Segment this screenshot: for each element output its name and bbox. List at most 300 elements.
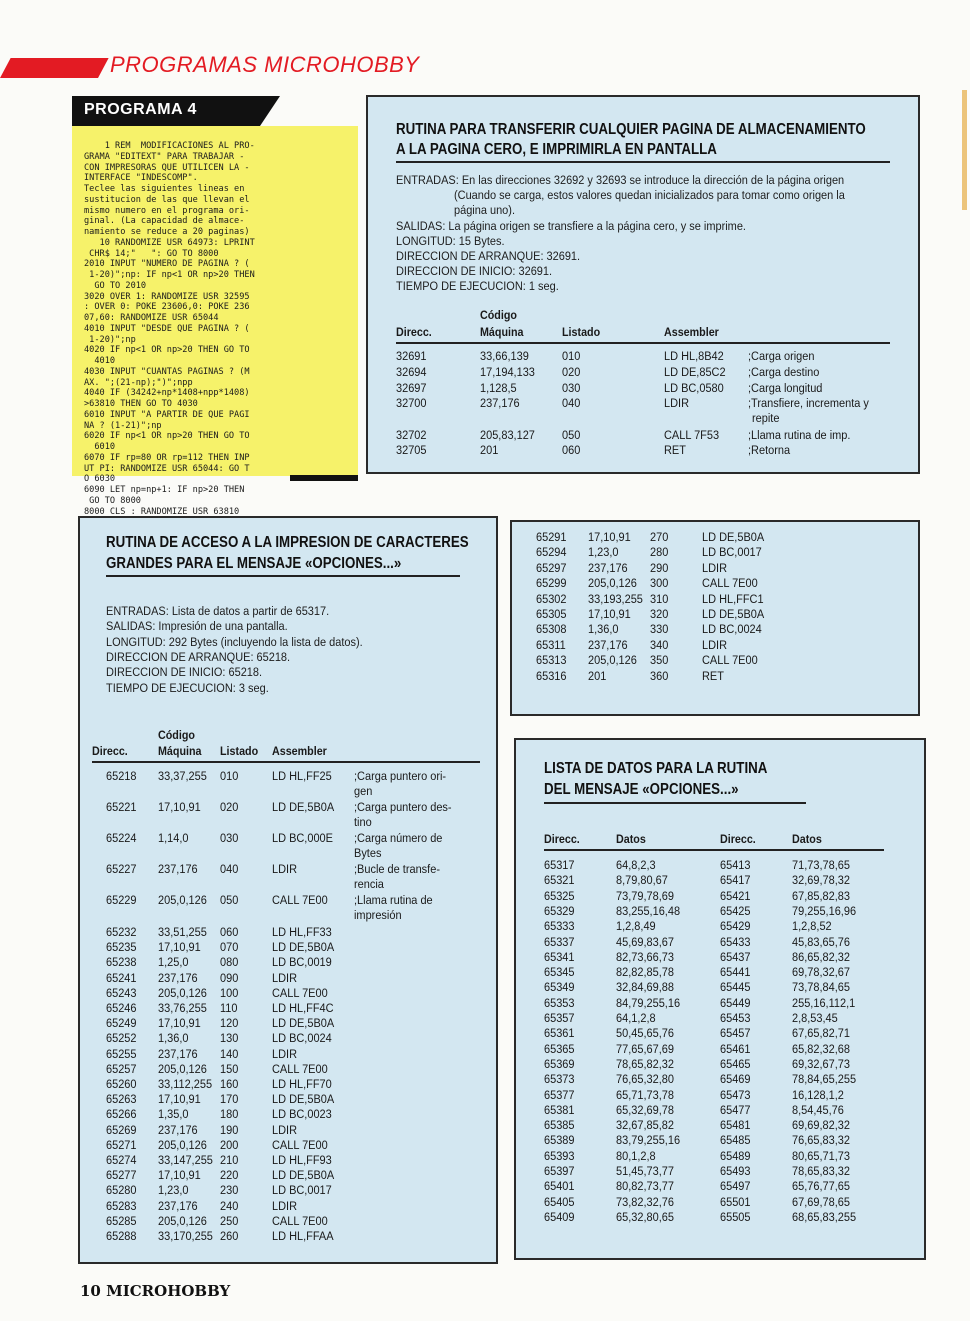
- routine-transfer-title-l1: RUTINA PARA TRANSFERIR CUALQUIER PAGINA DE ALMACENAMIENTO: [396, 121, 866, 138]
- row-listado: 350: [650, 653, 669, 668]
- row-assembler: LD DE,5B0A: [272, 940, 335, 955]
- listing-line: 4010 INPUT "DESDE QUE PAGINA ? (: [84, 323, 250, 334]
- row-direccion: 65266: [106, 1107, 137, 1122]
- data-direccion: 65377: [544, 1087, 575, 1102]
- data-direccion: 65345: [544, 965, 575, 980]
- data-list-title-l1: LISTA DE DATOS PARA LA RUTINA: [544, 760, 768, 777]
- row-maquina: 237,176: [588, 560, 628, 575]
- data-values: 83,79,255,16: [616, 1133, 681, 1148]
- description-line: TIEMPO DE EJECUCION: 1 seg.: [396, 279, 559, 294]
- row-direccion: 65271: [106, 1137, 137, 1152]
- data-values: 45,83,65,76: [792, 934, 850, 949]
- data-direccion: 65457: [720, 1026, 751, 1041]
- data-values: 73,78,84,65: [792, 980, 850, 995]
- row-direccion: 65232: [106, 925, 137, 939]
- data-values: 255,16,112,1: [792, 995, 856, 1010]
- row-maquina: 1,128,5: [480, 381, 517, 395]
- data-direccion: 65489: [720, 1148, 751, 1163]
- row-direccion: 65308: [536, 622, 567, 637]
- data-direccion: 65473: [720, 1087, 751, 1102]
- row-direccion: 65294: [536, 545, 567, 560]
- row-assembler: LDIR: [272, 862, 298, 876]
- header-rule: [396, 342, 890, 344]
- listing-line: 4020 IF np<1 OR np>20 THEN GO TO: [84, 345, 250, 356]
- routine-print-box: [78, 516, 498, 1264]
- row-listado: 130: [220, 1031, 239, 1046]
- row-assembler: CALL 7E00: [272, 1137, 328, 1152]
- row-assembler: LD DE,85C2: [664, 365, 726, 379]
- row-direccion: 65241: [106, 970, 137, 985]
- listing-line: 8000 CLS : RANDOMIZE USR 63810: [84, 506, 240, 517]
- data-values: 69,69,82,32: [792, 1118, 850, 1133]
- listing-line: GO TO 8000: [84, 495, 141, 506]
- row-direccion: 65227: [106, 862, 137, 876]
- row-direccion: 65299: [536, 576, 567, 591]
- row-maquina: 33,66,139: [480, 349, 529, 363]
- data-direccion: 65317: [544, 858, 575, 872]
- listing-line: mismo numero en el programa ori-: [84, 205, 250, 216]
- data-list-box: [514, 738, 926, 1260]
- listing-line: 6010 INPUT "A PARTIR DE QUE PAGI: [84, 409, 250, 420]
- row-direccion: 65257: [106, 1061, 137, 1076]
- row-assembler: LDIR: [702, 560, 728, 575]
- data-direccion: 65413: [720, 858, 751, 872]
- header-listado: Listado: [220, 744, 259, 758]
- listing-line: 3020 OVER 1: RANDOMIZE USR 32595: [84, 291, 250, 302]
- row-direccion: 65285: [106, 1213, 137, 1228]
- row-maquina: 33,51,255: [158, 925, 207, 939]
- data-direccion: 65405: [544, 1194, 575, 1209]
- row-listado: 360: [650, 668, 669, 683]
- row-assembler: LD HL,FF25: [272, 769, 332, 783]
- row-listado: 300: [650, 576, 669, 591]
- row-direccion: 65311: [536, 637, 566, 652]
- row-maquina: 205,0,126: [588, 576, 637, 591]
- row-assembler: LD DE,5B0A: [702, 607, 765, 621]
- data-values: 2,8,53,45: [792, 1011, 838, 1025]
- row-direccion: 65269: [106, 1122, 137, 1137]
- listing-line: O 6030: [84, 474, 116, 485]
- data-direccion: 65477: [720, 1102, 751, 1117]
- data-direccion: 65441: [720, 965, 751, 980]
- data-values: 32,67,85,82: [616, 1118, 674, 1133]
- row-comment: ;Carga destino: [748, 365, 820, 379]
- data-values: 86,65,82,32: [792, 949, 850, 964]
- row-listado: 230: [220, 1183, 239, 1198]
- row-maquina: 1,36,0: [158, 1031, 189, 1046]
- data-values: 73,79,78,69: [616, 888, 674, 903]
- data-direccion: 65461: [720, 1041, 751, 1056]
- description-line: (Cuando se carga, estos valores quedan inicializados para tomar como origen la: [454, 188, 845, 203]
- description-line: DIRECCION DE INICIO: 65218.: [106, 665, 263, 680]
- data-values: 51,45,73,77: [616, 1164, 674, 1178]
- row-direccion: 65313: [536, 653, 567, 668]
- row-direccion: 65252: [106, 1031, 137, 1046]
- row-direccion: 32691: [396, 349, 427, 363]
- data-values: 65,32,80,65: [616, 1209, 674, 1224]
- listing-line: namiento se reduce a 20 paginas): [84, 227, 250, 237]
- data-values: 69,78,32,67: [792, 965, 850, 980]
- row-direccion: 65280: [106, 1183, 137, 1198]
- data-values: 80,1,2,8: [616, 1148, 656, 1163]
- listing-line: CON IMPRESORAS QUE UTILICEN LA -: [84, 162, 250, 173]
- data-direccion: 65409: [544, 1209, 575, 1224]
- row-assembler: CALL 7E00: [272, 1061, 328, 1076]
- data-direccion: 65421: [720, 888, 751, 903]
- routine-print-title-l2: GRANDES PARA EL MENSAJE «OPCIONES...»: [106, 555, 402, 572]
- row-assembler: LD HL,FF70: [272, 1077, 332, 1091]
- row-listado: 280: [650, 545, 669, 560]
- row-assembler: LD BC,0023: [272, 1107, 332, 1122]
- row-assembler: LD BC,0017: [702, 545, 762, 560]
- data-direccion: 65365: [544, 1041, 575, 1056]
- listing-line: 4040 IF (34242+np*1408+npp*1408): [84, 388, 250, 399]
- row-listado: 040: [562, 396, 581, 410]
- row-direccion: 65221: [106, 800, 137, 814]
- row-comment-cont: repite: [752, 411, 780, 425]
- description-line: ENTRADAS: En las direcciones 32692 y 32693 se introduce la dirección de la página origen: [396, 173, 845, 187]
- row-listado: 160: [220, 1077, 239, 1091]
- row-maquina: 33,193,255: [588, 591, 643, 606]
- data-direccion: 65381: [544, 1102, 575, 1117]
- row-comment: ;Carga origen: [748, 349, 815, 363]
- row-listado: 030: [220, 831, 239, 845]
- description-line: LONGITUD: 292 Bytes (incluyendo la lista de datos).: [106, 634, 363, 649]
- routine-transfer-box: [366, 95, 920, 474]
- header-datos-right: Datos: [792, 832, 822, 846]
- data-values: 67,85,82,83: [792, 888, 850, 903]
- listing-line: 4010: [84, 356, 116, 366]
- row-maquina: 1,35,0: [158, 1107, 189, 1122]
- row-comment: ;Carga número de: [354, 831, 443, 845]
- listing-line: 6070 IF rp=80 OR rp=112 THEN INP: [84, 452, 250, 463]
- listing-line: 1-20)";np: [84, 334, 136, 345]
- row-listado: 070: [220, 940, 239, 955]
- description-line: SALIDAS: Impresión de una pantalla.: [106, 619, 288, 634]
- row-direccion: 65229: [106, 893, 137, 907]
- row-comment: ;Llama rutina de imp.: [748, 428, 851, 442]
- page-header-title: PROGRAMAS MICROHOBBY: [110, 52, 420, 77]
- routine-continuation-box: [510, 520, 920, 716]
- description-line: ENTRADAS: Lista de datos a partir de 65317.: [106, 604, 330, 618]
- row-direccion: 65255: [106, 1046, 137, 1061]
- data-values: 82,73,66,73: [616, 949, 674, 964]
- row-direccion: 65274: [106, 1153, 137, 1167]
- row-direccion: 65238: [106, 955, 137, 970]
- data-values: 65,32,69,78: [616, 1102, 674, 1117]
- row-comment-cont: tino: [354, 815, 372, 829]
- data-values: 8,79,80,67: [616, 873, 668, 888]
- row-listado: 110: [220, 1001, 238, 1015]
- row-assembler: RET: [664, 443, 686, 457]
- row-assembler: LD BC,0580: [664, 381, 724, 395]
- data-direccion: 65429: [720, 919, 751, 934]
- data-direccion: 65485: [720, 1133, 751, 1148]
- data-direccion: 65493: [720, 1164, 751, 1178]
- data-values: 16,128,1,2: [792, 1087, 844, 1102]
- data-values: 65,76,77,65: [792, 1179, 850, 1194]
- description-line: DIRECCION DE ARRANQUE: 65218.: [106, 649, 291, 664]
- data-direccion: 65385: [544, 1118, 575, 1133]
- data-direccion: 65481: [720, 1118, 751, 1133]
- data-values: 65,82,32,68: [792, 1041, 850, 1056]
- row-maquina: 205,0,126: [158, 1061, 207, 1076]
- row-listado: 050: [220, 893, 239, 907]
- header-codigo: Código: [158, 728, 195, 742]
- header-listado: Listado: [562, 325, 601, 339]
- row-assembler: LD BC,0024: [702, 622, 762, 637]
- listing-line: CHR$ 14;" ": GO TO 8000: [84, 248, 219, 259]
- title-rule: [396, 161, 890, 163]
- row-maquina: 33,37,255: [158, 769, 207, 783]
- data-values: 76,65,83,32: [792, 1133, 850, 1148]
- row-direccion: 32700: [396, 396, 427, 410]
- row-assembler: LD DE,5B0A: [272, 1016, 335, 1031]
- header-direcc-left: Direcc.: [544, 832, 580, 846]
- row-comment-cont: rencia: [354, 877, 384, 891]
- row-direccion: 65288: [106, 1229, 137, 1243]
- row-maquina: 1,23,0: [588, 545, 619, 560]
- header-direcc: Direcc.: [396, 325, 432, 339]
- row-direccion: 65277: [106, 1168, 137, 1183]
- row-direccion: 65316: [536, 668, 567, 683]
- row-maquina: 17,10,91: [158, 1092, 201, 1107]
- row-comment-cont: gen: [354, 784, 373, 798]
- row-listado: 180: [220, 1107, 239, 1122]
- row-direccion: 32702: [396, 428, 427, 442]
- row-maquina: 237,176: [158, 1198, 198, 1213]
- row-assembler: LD BC,000E: [272, 831, 333, 845]
- row-maquina: 33,76,255: [158, 1001, 207, 1015]
- listing-line: GO TO 2010: [84, 280, 147, 291]
- data-values: 77,65,67,69: [616, 1041, 674, 1056]
- row-maquina: 17,10,91: [588, 530, 631, 544]
- row-listado: 050: [562, 428, 581, 442]
- listing-line: >63810 THEN GO TO 4030: [84, 399, 198, 409]
- row-listado: 190: [220, 1122, 239, 1137]
- header-direcc-right: Direcc.: [720, 832, 756, 846]
- row-assembler: LDIR: [272, 970, 298, 985]
- listing-line: 10 RANDOMIZE USR 64973: LPRINT: [84, 237, 255, 248]
- listing-line: : OVER 0: POKE 23606,0: POKE 236: [84, 302, 250, 313]
- header-datos-left: Datos: [616, 832, 646, 846]
- data-values: 68,65,83,255: [792, 1209, 857, 1224]
- row-listado: 090: [220, 970, 239, 985]
- row-listado: 250: [220, 1213, 239, 1228]
- row-direccion: 65249: [106, 1016, 137, 1031]
- header-rule: [544, 849, 884, 851]
- row-direccion: 32694: [396, 365, 427, 379]
- row-direccion: 65260: [106, 1077, 137, 1091]
- listing-line: 6010: [84, 442, 116, 452]
- data-values: 64,1,2,8: [616, 1011, 656, 1025]
- data-direccion: 65425: [720, 903, 751, 918]
- row-assembler: LD BC,0017: [272, 1183, 332, 1198]
- listing-line: 6090 LET np=np+1: IF np>20 THEN: [84, 485, 245, 495]
- row-assembler: LD HL,FF4C: [272, 1001, 334, 1015]
- listing-line: sustitucion de las que llevan el: [84, 194, 250, 205]
- row-comment: ;Carga puntero ori-: [354, 769, 447, 783]
- data-values: 64,8,2,3: [616, 858, 656, 872]
- listing-bottom-bar: [290, 475, 358, 481]
- listing-line: NA ? (1-21)";np: [84, 420, 162, 431]
- row-comment: ;Transfiere, incrementa y: [748, 396, 869, 410]
- routine-transfer-title-l2: A LA PAGINA CERO, E IMPRIMIRLA EN PANTALLA: [396, 141, 717, 158]
- row-maquina: 237,176: [480, 396, 520, 410]
- row-maquina: 237,176: [588, 637, 628, 652]
- header-direcc: Direcc.: [92, 744, 128, 758]
- row-direccion: 65302: [536, 591, 567, 606]
- data-direccion: 65361: [544, 1026, 575, 1041]
- data-direccion: 65417: [720, 873, 751, 888]
- row-listado: 150: [220, 1061, 239, 1076]
- data-values: 79,255,16,96: [792, 903, 857, 918]
- row-assembler: CALL 7E00: [702, 576, 758, 591]
- row-listado: 210: [220, 1153, 239, 1167]
- data-direccion: 65453: [720, 1011, 751, 1025]
- listing-line: INTERFACE "INDESCOMP".: [84, 173, 198, 184]
- row-assembler: LD HL,FF93: [272, 1153, 332, 1167]
- row-comment: ;Llama rutina de: [354, 893, 433, 907]
- routine-print-title-l1: RUTINA DE ACCESO A LA IMPRESION DE CARACTERES: [106, 534, 469, 551]
- row-direccion: 65218: [106, 769, 137, 783]
- page-footer: 10 MICROHOBBY: [80, 1282, 231, 1300]
- data-values: 50,45,65,76: [616, 1026, 674, 1041]
- data-values: 73,82,32,76: [616, 1194, 674, 1209]
- data-direccion: 65373: [544, 1072, 575, 1087]
- description-line: LONGITUD: 15 Bytes.: [396, 233, 505, 248]
- data-direccion: 65465: [720, 1056, 751, 1071]
- data-direccion: 65369: [544, 1056, 575, 1071]
- row-assembler: LD BC,0024: [272, 1031, 332, 1046]
- data-values: 67,65,82,71: [792, 1026, 850, 1041]
- data-values: 83,255,16,48: [616, 903, 681, 918]
- row-assembler: LD HL,FFC1: [702, 591, 764, 606]
- data-list-title-l2: DEL MENSAJE «OPCIONES...»: [544, 781, 739, 798]
- description-line: TIEMPO DE EJECUCION: 3 seg.: [106, 680, 269, 695]
- header-assembler: Assembler: [272, 744, 327, 758]
- basic-listing: [72, 126, 358, 517]
- listing-line: UT PI: RANDOMIZE USR 65044: GO T: [84, 463, 250, 474]
- row-assembler: LD DE,5B0A: [272, 800, 335, 814]
- row-listado: 060: [220, 925, 239, 939]
- row-maquina: 1,25,0: [158, 955, 189, 970]
- listing-line: 1 REM MODIFICACIONES AL PRO-: [84, 141, 255, 151]
- data-direccion: 65357: [544, 1011, 575, 1025]
- header-codigo: Código: [480, 308, 517, 322]
- data-values: 82,82,85,78: [616, 965, 674, 980]
- row-assembler: RET: [702, 668, 724, 683]
- row-assembler: CALL 7E00: [272, 893, 328, 907]
- row-maquina: 205,0,126: [158, 1213, 207, 1228]
- row-listado: 240: [220, 1198, 239, 1213]
- row-assembler: LD DE,5B0A: [272, 1092, 335, 1107]
- row-maquina: 33,170,255: [158, 1229, 213, 1243]
- row-listado: 140: [220, 1046, 239, 1061]
- title-rule: [106, 575, 460, 577]
- data-direccion: 65389: [544, 1133, 575, 1148]
- row-assembler: LD DE,5B0A: [272, 1168, 335, 1183]
- data-values: 32,84,69,88: [616, 980, 674, 995]
- row-maquina: 201: [588, 668, 607, 683]
- row-maquina: 17,10,91: [158, 940, 201, 955]
- data-direccion: 65505: [720, 1209, 751, 1224]
- data-values: 71,73,78,65: [792, 858, 850, 872]
- page-edge-strip: [962, 90, 967, 210]
- row-direccion: 65297: [536, 560, 567, 575]
- row-assembler: LD DE,5B0A: [702, 530, 765, 544]
- data-direccion: 65433: [720, 934, 751, 949]
- row-maquina: 17,10,91: [158, 800, 201, 814]
- data-values: 78,65,83,32: [792, 1164, 850, 1178]
- row-maquina: 1,36,0: [588, 622, 619, 637]
- data-direccion: 65397: [544, 1164, 575, 1178]
- row-direccion: 65246: [106, 1001, 137, 1015]
- row-listado: 340: [650, 637, 669, 652]
- listing-line: Teclee las siguientes lineas en: [84, 184, 245, 194]
- row-listado: 260: [220, 1229, 239, 1243]
- row-listado: 010: [562, 349, 581, 363]
- row-direccion: 32697: [396, 381, 427, 395]
- row-direccion: 65243: [106, 985, 137, 1000]
- row-maquina: 237,176: [158, 1122, 198, 1137]
- row-comment-cont: Bytes: [354, 846, 382, 860]
- row-listado: 270: [650, 530, 669, 544]
- row-maquina: 237,176: [158, 1046, 198, 1061]
- header-maquina: Máquina: [480, 325, 524, 339]
- program-label: PROGRAMA 4: [84, 101, 197, 118]
- row-comment: ;Carga puntero des-: [354, 800, 452, 814]
- row-maquina: 17,10,91: [158, 1168, 201, 1183]
- listing-line: 07,60: RANDOMIZE USR 65044: [84, 313, 219, 323]
- header-assembler: Assembler: [664, 325, 719, 339]
- row-maquina: 205,0,126: [158, 1137, 207, 1152]
- data-direccion: 65349: [544, 980, 575, 995]
- data-values: 45,69,83,67: [616, 934, 674, 949]
- row-listado: 020: [220, 800, 239, 814]
- data-values: 65,71,73,78: [616, 1087, 674, 1102]
- row-assembler: LD HL,FFAA: [272, 1229, 334, 1243]
- row-assembler: CALL 7E00: [272, 985, 328, 1000]
- row-maquina: 1,14,0: [158, 831, 189, 845]
- data-direccion: 65325: [544, 888, 575, 903]
- data-values: 8,54,45,76: [792, 1102, 844, 1117]
- row-maquina: 205,0,126: [158, 985, 207, 1000]
- row-comment: ;Carga longitud: [748, 381, 823, 395]
- listing-line: AX. ";(21-np);")";npp: [84, 377, 193, 388]
- row-listado: 200: [220, 1137, 239, 1152]
- data-direccion: 65449: [720, 995, 751, 1010]
- data-direccion: 65341: [544, 949, 575, 964]
- program-tab: [72, 96, 260, 126]
- row-assembler: LD HL,FF33: [272, 925, 332, 939]
- data-values: 1,2,8,49: [616, 919, 656, 934]
- data-direccion: 65329: [544, 903, 575, 918]
- listing-line: 6020 IF np<1 OR np>20 THEN GO TO: [84, 431, 250, 442]
- row-maquina: 205,0,126: [158, 893, 207, 907]
- row-direccion: 65224: [106, 831, 137, 845]
- row-direccion: 32705: [396, 443, 427, 457]
- row-assembler: LDIR: [272, 1198, 298, 1213]
- row-listado: 010: [220, 769, 239, 783]
- row-maquina: 205,83,127: [480, 428, 535, 442]
- listing-line: ginal. (La capacidad de almace-: [84, 216, 245, 227]
- row-listado: 310: [650, 591, 669, 606]
- row-maquina: 33,147,255: [158, 1153, 213, 1167]
- data-values: 84,79,255,16: [616, 995, 681, 1010]
- row-direccion: 65291: [536, 530, 567, 544]
- data-direccion: 65337: [544, 934, 575, 949]
